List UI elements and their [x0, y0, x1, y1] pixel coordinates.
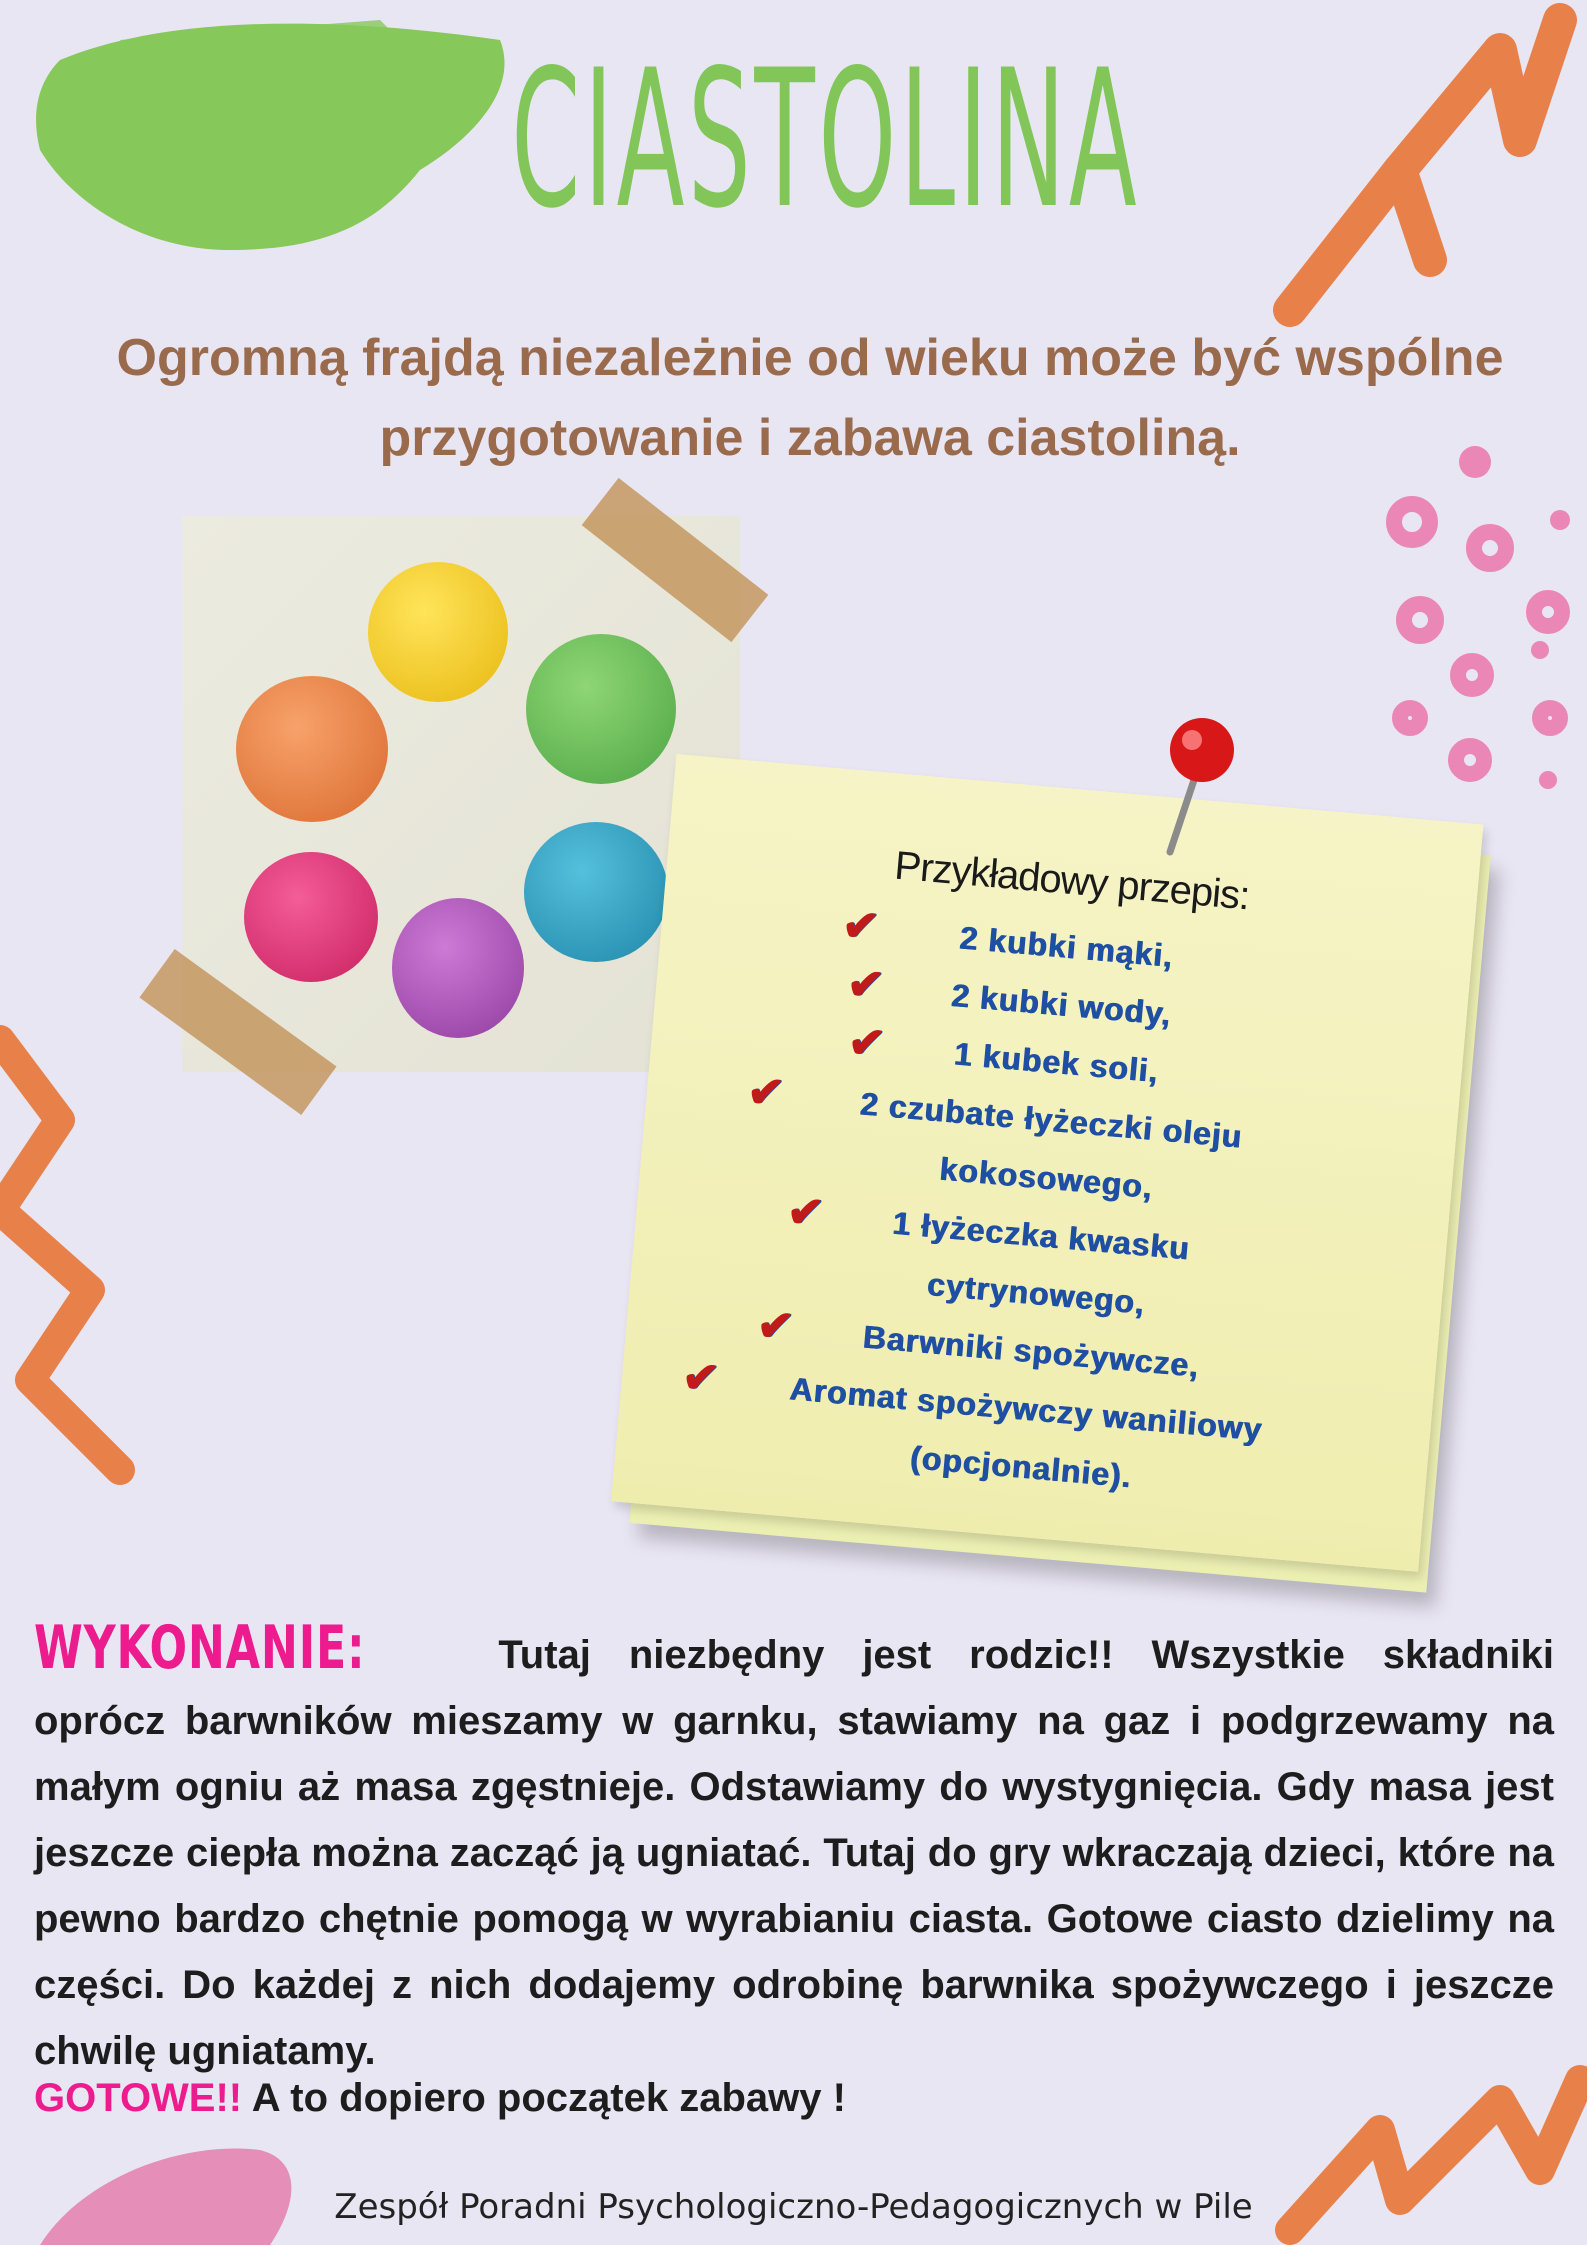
dough-ball-blue	[524, 822, 668, 962]
check-icon: ✔	[745, 1066, 788, 1119]
pink-dots	[1394, 504, 1562, 774]
recipe-item: ✔ Barwniki spożywcze,	[754, 1300, 1201, 1384]
dough-ball-pink	[244, 852, 378, 982]
orange-zigzag-left	[0, 1040, 120, 1470]
recipe-title: Przykładowy przepis:	[892, 843, 1252, 919]
check-icon: ✔	[845, 1017, 888, 1070]
recipe-item: kokosowego,	[937, 1150, 1154, 1206]
check-icon: ✔	[845, 958, 888, 1012]
dough-ball-purple	[392, 898, 524, 1038]
footer: Zespół Poradni Psychologiczno-Pedagogicznych w Pile	[334, 2187, 1253, 2227]
push-pin-icon	[1140, 712, 1250, 862]
subtitle-line-1: Ogromną frajdą niezależnie od wieku może być wspólne	[116, 329, 1504, 387]
recipe-item: (opcjonalnie).	[908, 1439, 1133, 1495]
ready-label: GOTOWE!!	[34, 2076, 243, 2120]
orange-zigzag-top	[1400, 20, 1560, 170]
ready-text: A to dopiero początek zabawy !	[251, 2076, 846, 2120]
instructions	[34, 1615, 1554, 2084]
dough-ball-orange	[236, 676, 388, 822]
recipe-item: ✔ 2 kubki wody,	[845, 958, 1173, 1033]
recipe-note	[607, 754, 1533, 1626]
ready-line	[34, 2076, 846, 2121]
recipe-item: ✔ 1 łyżeczka kwasku	[784, 1186, 1191, 1267]
check-icon: ✔	[784, 1186, 827, 1239]
subtitle	[80, 318, 1540, 478]
subtitle-line-2: przygotowanie i zabawa ciastoliną.	[379, 409, 1241, 467]
recipe-item: cytrynowego,	[925, 1265, 1147, 1321]
dough-ball-green	[526, 634, 676, 784]
recipe-item: ✔ Aromat spożywczy waniliowy	[680, 1352, 1264, 1448]
page-title: CIASTOLINA	[511, 29, 1141, 250]
recipe-item: ✔ 2 kubki mąki,	[840, 900, 1175, 974]
recipe-item: ✔ 2 czubate łyżeczki oleju	[745, 1066, 1244, 1155]
instructions-text: Tutaj niezbędny jest rodzic!! Wszystkie składniki oprócz barwników mieszamy w garnku, stawiamy na gaz i podgrzewamy na małym ogniu aż masa zgęstnieje. Odstawiamy do wystygnięcia. Gdy masa jest jeszcze ciepła można zacząć ją ugniatać. Tutaj do gry wkraczają dzieci, które na pewno bardzo chętnie pomogą w wyrabianiu ciasta. Gotowe ciasto dzielimy na części. Do każdej z nich dodajemy odrobinę barwnika spożywczego i jeszcze chwilę ugniatamy.	[34, 1633, 1554, 2073]
check-icon: ✔	[754, 1300, 797, 1353]
check-icon: ✔	[680, 1352, 723, 1405]
note-sheet	[611, 754, 1483, 1572]
instructions-label: WYKONANIE:	[34, 1613, 366, 1683]
recipe-item: ✔ 1 kubek soli,	[845, 1017, 1160, 1090]
check-icon: ✔	[840, 900, 883, 953]
dough-ball-yellow	[368, 562, 508, 702]
